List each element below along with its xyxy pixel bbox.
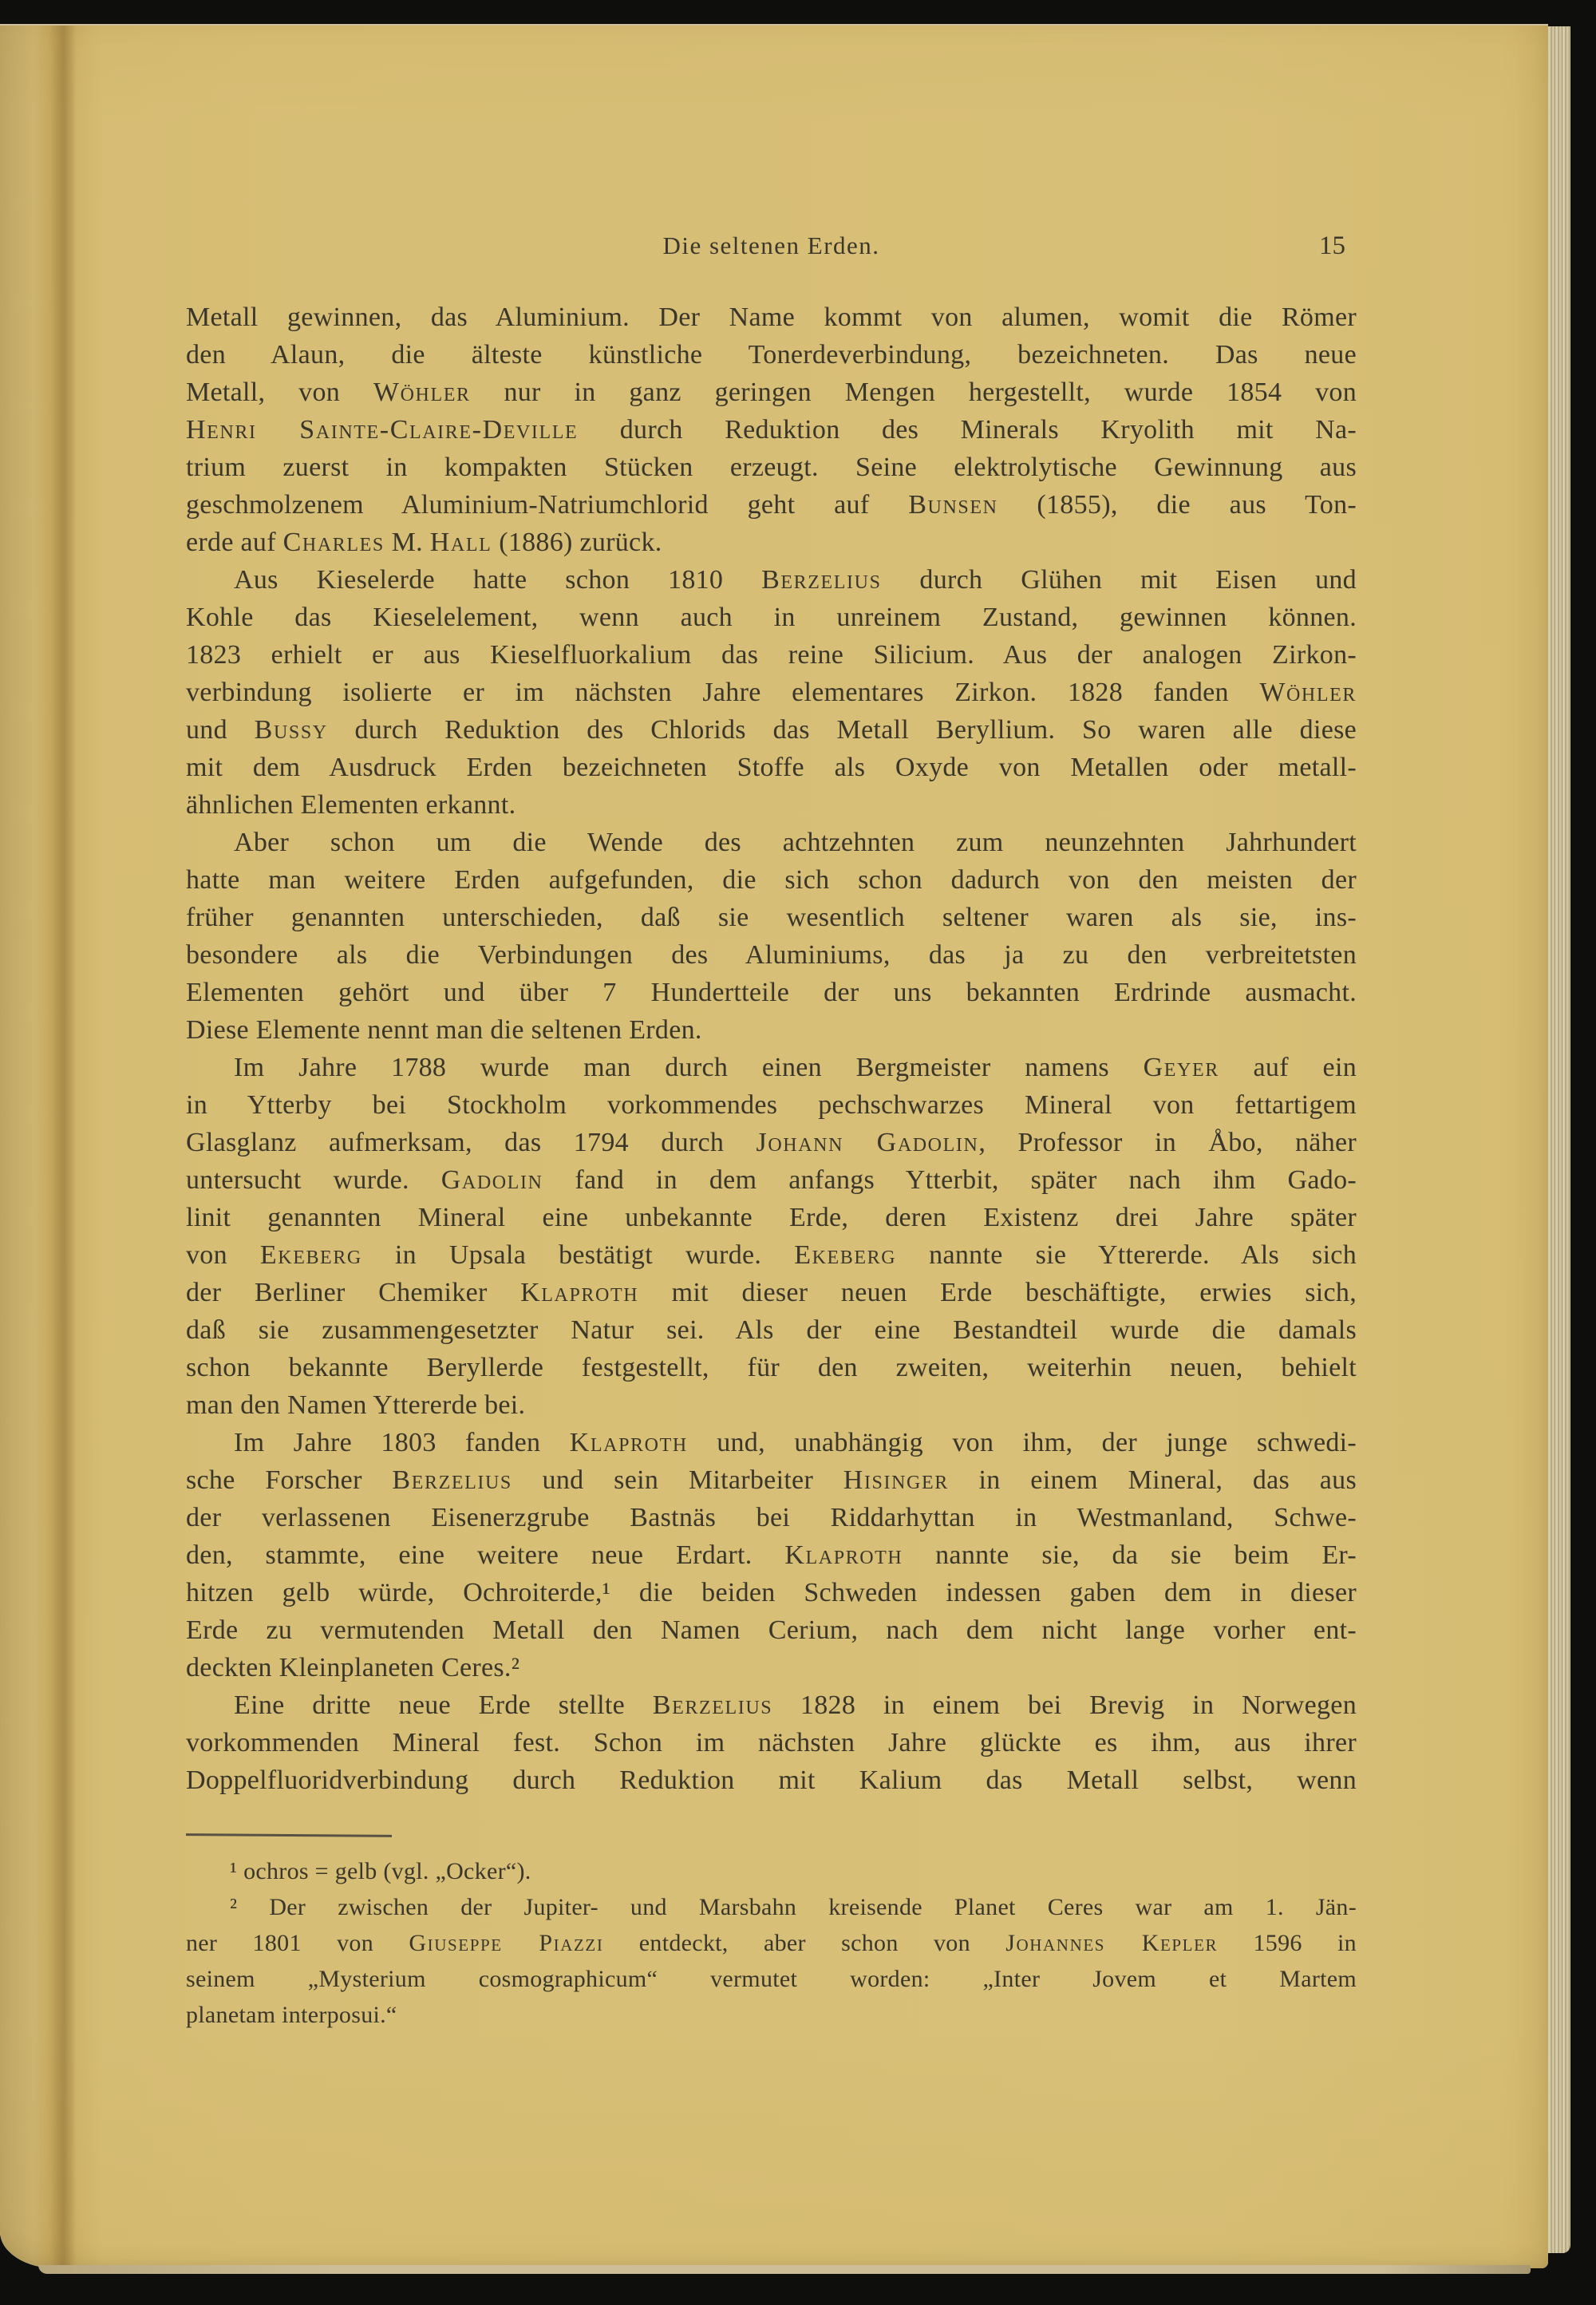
text-line: ² Der zwischen der Jupiter- und Marsbahn kreisende Planet Ceres war am 1. Jän- [230,1894,1357,1920]
text-line: sche Forscher Berzelius und sein Mitarbeiter Hisinger in einem Mineral, das aus [186,1465,1357,1495]
person-name-smallcaps: Berzelius [761,565,882,595]
person-name-smallcaps: Hisinger [843,1465,949,1495]
text-line: schon bekannte Beryllerde festgestellt, für den zweiten, weiterhin neuen, behielt [186,1353,1357,1382]
person-name-smallcaps: Giuseppe Piazzi [409,1930,604,1956]
text-line: mit dem Ausdruck Erden bezeichneten Stoffe als Oxyde von Metallen oder metall- [186,753,1357,782]
text-line: und Bussy durch Reduktion des Chlorids das Metall Beryllium. So waren alle diese [186,715,1357,745]
person-name-smallcaps: Hall [429,528,492,557]
text-line: linit genannten Mineral eine unbekannte Erde, deren Existenz drei Jahre später [186,1203,1357,1232]
text-line: Eine dritte neue Erde stellte Berzelius 1828 in einem bei Brevig in Norwegen [234,1690,1357,1720]
person-name-smallcaps: Gadolin [440,1165,543,1195]
person-name-smallcaps: Henri Sainte-Claire-Deville [186,415,579,445]
person-name-smallcaps: Johann Gadolin [756,1128,979,1157]
page-number: 15 [1319,231,1345,260]
text-line: Aus Kieselerde hatte schon 1810 Berzelius durch Glühen mit Eisen und [234,565,1357,595]
text-line: der Berliner Chemiker Klaproth mit dieser neuen Erde beschäftigte, erwies sich, [186,1278,1357,1307]
text-line: in Ytterby bei Stockholm vorkommendes pechschwarzes Mineral von fettartigem [186,1090,1357,1120]
footnote [186,1889,1357,2033]
person-name-smallcaps: Klaproth [784,1540,903,1570]
text-line: den, stammte, eine weitere neue Erdart. Klaproth nannte sie, da sie beim Er- [186,1540,1357,1570]
person-name-smallcaps: Wöhler [373,378,471,407]
binding-crease [49,26,77,2268]
text-line: Im Jahre 1803 fanden Klaproth und, unabhängig von ihm, der junge schwedi- [234,1428,1357,1457]
person-name-smallcaps: Bussy [254,715,328,745]
body-text [186,299,1357,1799]
text-line: ähnlichen Elementen erkannt. [186,790,516,820]
paragraph [186,1049,1357,1424]
text-line: erde auf Charles M. Hall (1886) zurück. [186,528,662,557]
person-name-smallcaps: Charles [282,528,385,557]
text-line: Metall, von Wöhler nur in ganz geringen Mengen hergestellt, wurde 1854 von [186,378,1357,407]
person-name-smallcaps: Ekeberg [794,1240,897,1270]
paragraph [186,1424,1357,1686]
paragraph [186,824,1357,1049]
text-line: seinem „Mysterium cosmographicum“ vermutet worden: „Inter Jovem et Martem [186,1966,1357,1992]
text-line: deckten Kleinplaneten Ceres.² [186,1653,520,1682]
text-line: besondere als die Verbindungen des Aluminiums, das ja zu den verbreitetsten [186,940,1357,970]
bottom-page-edge [38,2265,1531,2274]
paragraph [186,1686,1357,1799]
paragraph [186,561,1357,824]
text-line: früher genannten unterschieden, daß sie wesentlich seltener waren als sie, ins- [186,903,1357,932]
text-line: 1823 erhielt er aus Kieselfluorkalium das reine Silicium. Aus der analogen Zirkon- [186,640,1357,670]
text-line: Doppelfluoridverbindung durch Reduktion mit Kalium das Metall selbst, wenn [186,1765,1357,1795]
person-name-smallcaps: Klaproth [569,1428,688,1457]
page-header [186,231,1357,268]
text-line: hatte man weitere Erden aufgefunden, die sich schon dadurch von den meisten der [186,865,1357,895]
footnotes [186,1853,1357,2033]
book-page [0,24,1548,2268]
text-line: Erde zu vermutenden Metall den Namen Cerium, nach dem nicht lange vorher ent- [186,1615,1357,1645]
text-line: ner 1801 von Giuseppe Piazzi entdeckt, aber schon von Johannes Kepler 1596 in [186,1930,1357,1956]
text-line: man den Namen Yttererde bei. [186,1390,526,1420]
text-line: Metall gewinnen, das Aluminium. Der Name kommt von alumen, womit die Römer [186,302,1357,332]
person-name-smallcaps: Wöhler [1259,678,1357,707]
footnote [186,1853,1357,1889]
text-line: Glasglanz aufmerksam, das 1794 durch Johann Gadolin, Professor in Åbo, näher [186,1128,1357,1157]
text-line: untersucht wurde. Gadolin fand in dem anfangs Ytterbit, später nach ihm Gado- [186,1165,1357,1195]
text-line: Im Jahre 1788 wurde man durch einen Bergmeister namens Geyer auf ein [234,1053,1357,1082]
text-line: den Alaun, die älteste künstliche Tonerdeverbindung, bezeichneten. Das neue [186,340,1357,370]
text-line: ¹ ochros = gelb (vgl. „Ocker“). [230,1858,531,1884]
paragraph [186,299,1357,561]
person-name-smallcaps: Bunsen [908,490,998,520]
text-line: Henri Sainte-Claire-Deville durch Reduktion des Minerals Kryolith mit Na- [186,415,1357,445]
footnote-separator-rule [186,1833,392,1837]
text-line: hitzen gelb würde, Ochroiterde,¹ die beiden Schweden indessen gaben dem in dieser [186,1578,1357,1607]
text-line: vorkommenden Mineral fest. Schon im nächsten Jahre glückte es ihm, aus ihrer [186,1728,1357,1757]
text-line: geschmolzenem Aluminium-Natriumchlorid geht auf Bunsen (1855), die aus Ton- [186,490,1357,520]
text-line: Diese Elemente nennt man die seltenen Erden. [186,1015,702,1045]
person-name-smallcaps: Geyer [1143,1053,1219,1082]
text-line: planetam interposui.“ [186,2002,397,2028]
person-name-smallcaps: Klaproth [520,1278,639,1307]
running-header-title: Die seltenen Erden. [662,231,880,259]
text-line: Elementen gehört und über 7 Hundertteile der uns bekannten Erdrinde ausmacht. [186,978,1357,1007]
person-name-smallcaps: Ekeberg [259,1240,362,1270]
page-edge-stack [1548,26,1570,2253]
text-line: trium zuerst in kompakten Stücken erzeugt. Seine elektrolytische Gewinnung aus [186,453,1357,482]
text-line: Kohle das Kieselelement, wenn auch in unreinem Zustand, gewinnen können. [186,603,1357,632]
text-line: verbindung isolierte er im nächsten Jahre elementares Zirkon. 1828 fanden Wöhler [186,678,1357,707]
person-name-smallcaps: Johannes Kepler [1005,1930,1219,1956]
text-line: von Ekeberg in Upsala bestätigt wurde. Ekeberg nannte sie Yttererde. Als sich [186,1240,1357,1270]
text-line: der verlassenen Eisenerzgrube Bastnäs bei Riddarhyttan in Westmanland, Schwe- [186,1503,1357,1532]
text-line: daß sie zusammengesetzter Natur sei. Als der eine Bestandteil wurde die damals [186,1315,1357,1345]
text-line: Aber schon um die Wende des achtzehnten zum neunzehnten Jahrhundert [234,828,1357,857]
person-name-smallcaps: Berzelius [652,1690,773,1720]
person-name-smallcaps: Berzelius [392,1465,512,1495]
